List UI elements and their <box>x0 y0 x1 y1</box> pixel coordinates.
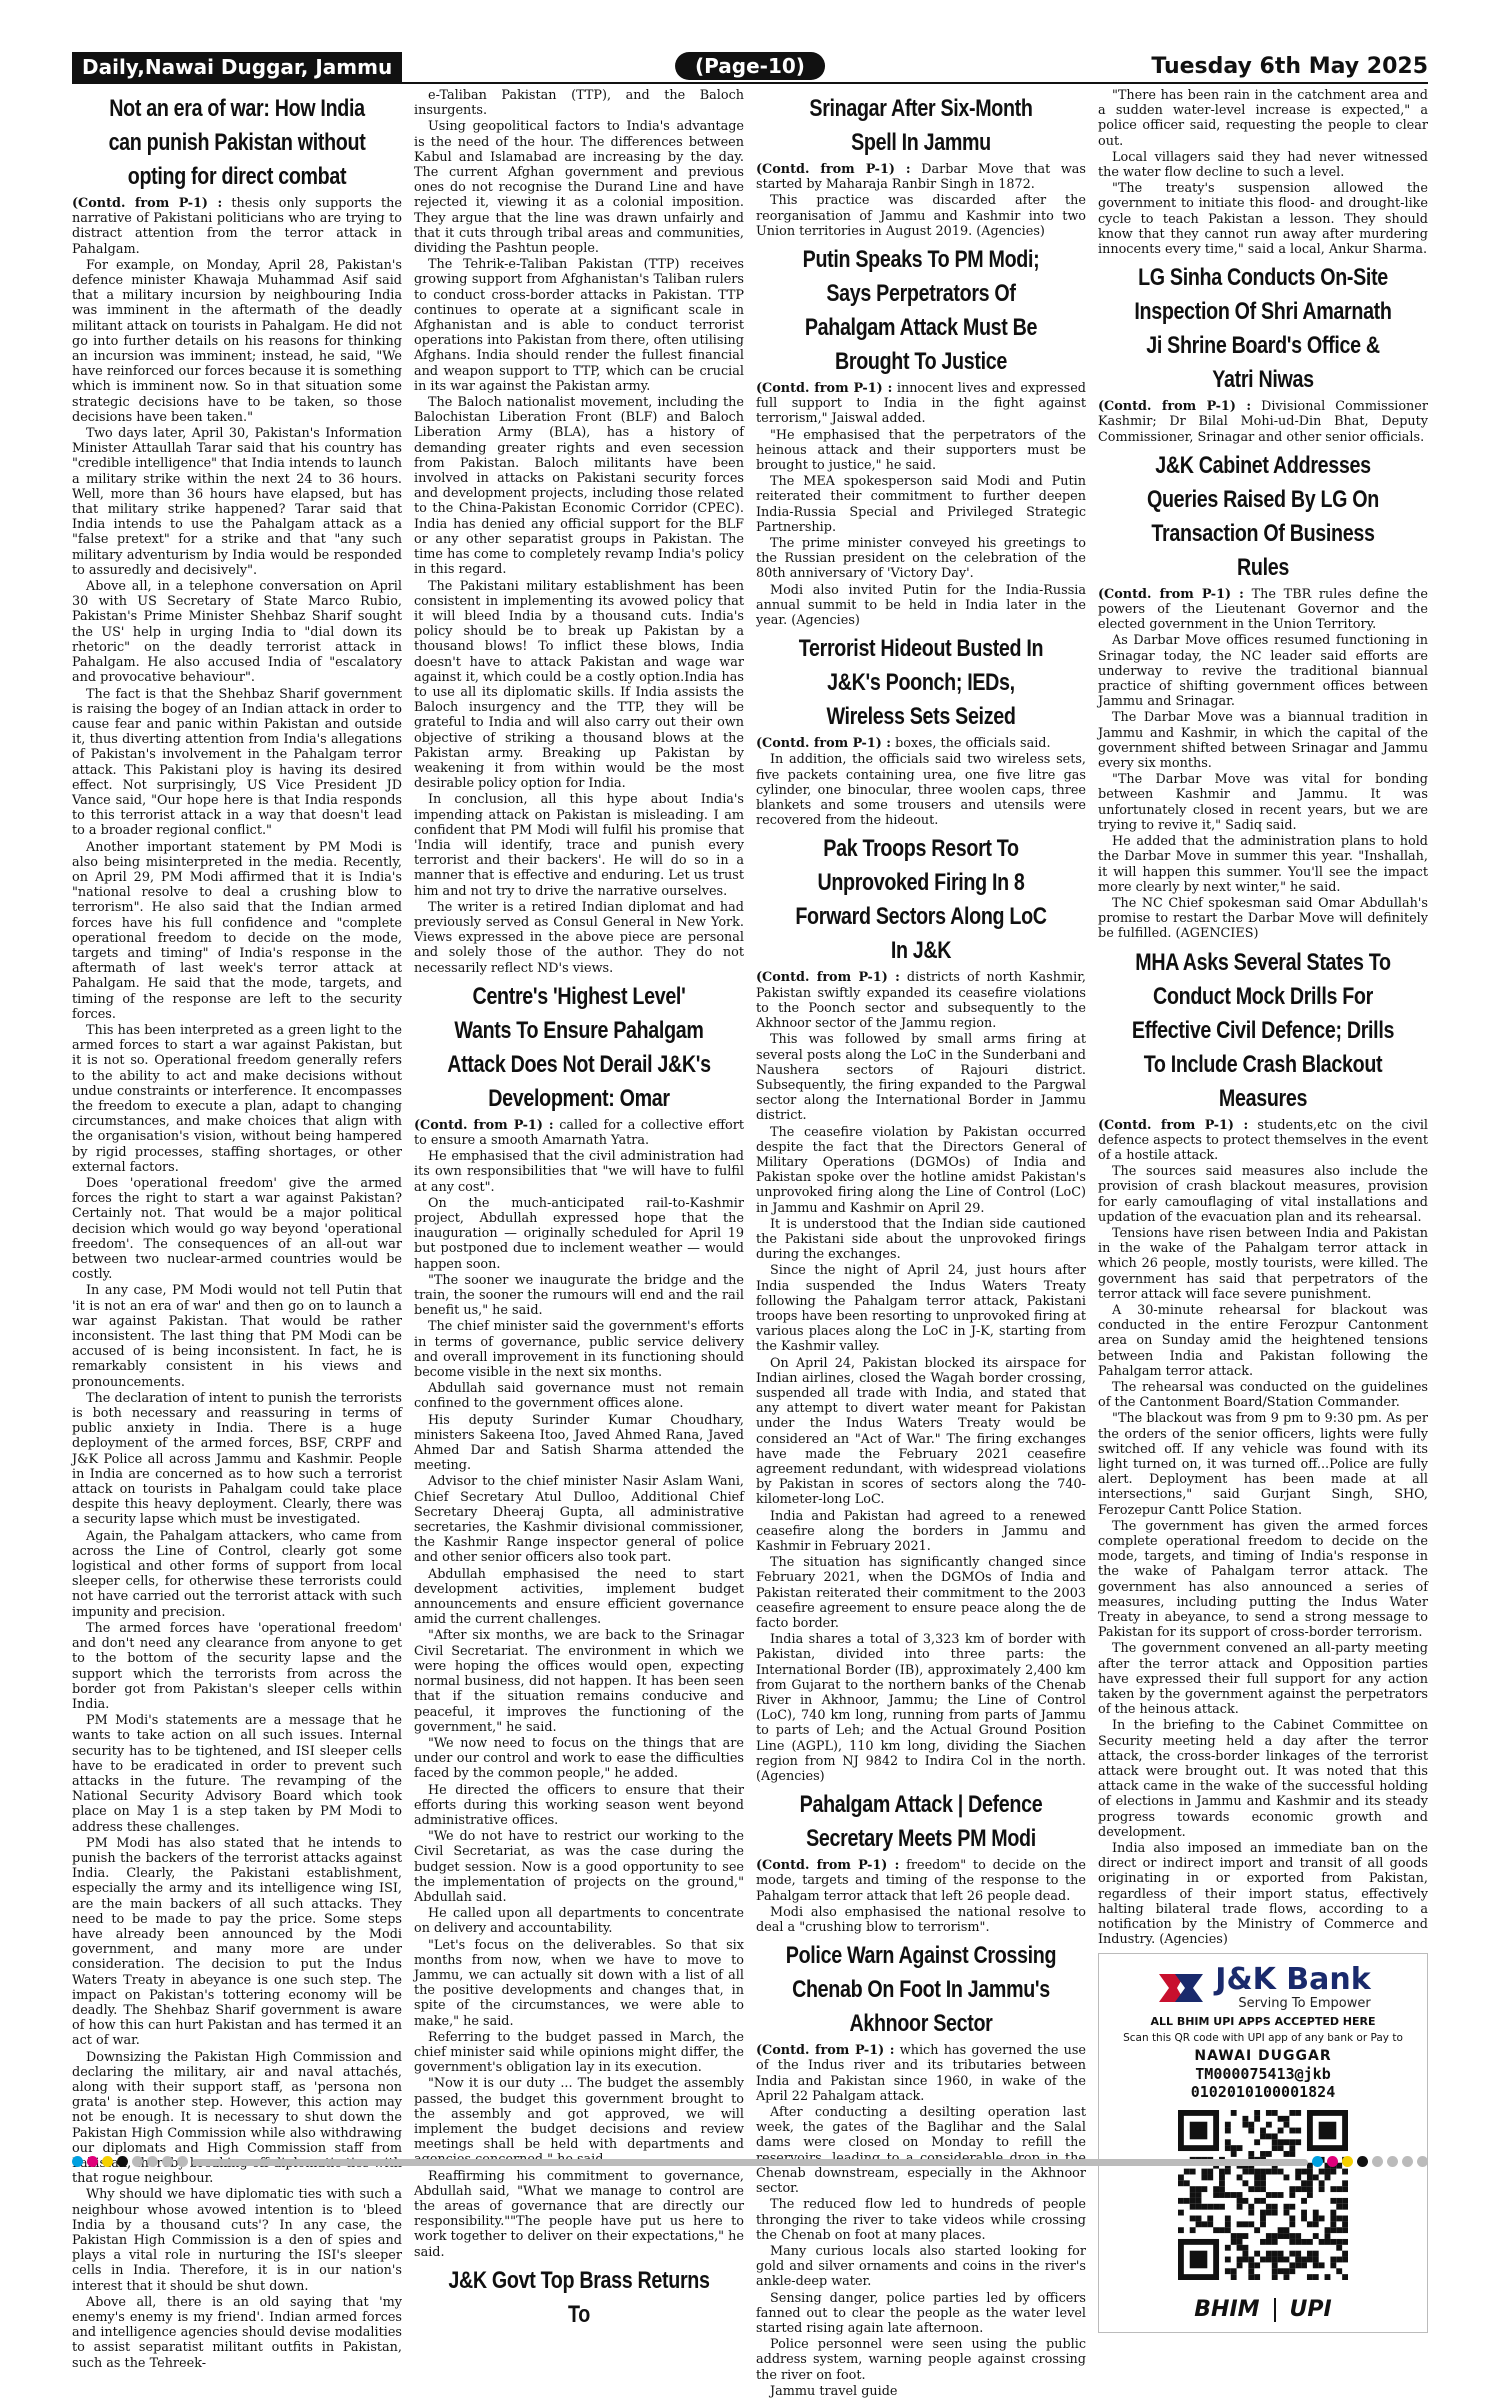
article-omar-development <box>414 1118 744 2260</box>
article-srinagar-spell <box>756 162 1086 239</box>
article-paragraph <box>72 1713 402 1835</box>
article-paragraph <box>414 1319 744 1380</box>
paragraph-text: Tensions have risen between India and Pakistan in the wake of the Pahalgam terror attack in which 26 people, mostly tourists, were killed. The government has said that perpetrators of the terror attack will face severe punishment. <box>1098 1225 1428 1302</box>
paragraph-text: In any case, PM Modi would not tell Putin that 'it is not an era of war' and then go on to launch a war against Pakistan. That would be rather inconsistent. The last thing that PM Modi can be accused of is being inconsistent. In fact, he is remarkably consistent in his views and pronouncements. <box>72 1283 402 1390</box>
column-3 <box>756 88 1087 2399</box>
paragraph-text: boxes, the officials said. <box>895 736 1051 752</box>
paragraph-text: "The sooner we inaugurate the bridge and the train, the sooner the rumours will end and the rail benefit us," he said. <box>414 1272 744 1319</box>
paragraph-text: India shares a total of 3,323 km of border with Pakistan, divided into three parts: the International Border (IB), approximately 2,400 km from Gujarat to the northern banks of the Chenab River in Akhnoor, Jammu; the Line of Control (LoC), 740 km long, running from parts of Jammu to parts of Leh; and the Actual Ground Position Line (AGPL), 110 km long, dividing the Siachen region from NJ 9842 to Indira Col in the north. (Agencies) <box>756 1632 1086 1785</box>
paragraph-text: This was followed by small arms firing at several posts along the LoC in the Sunderbani and Naushera sectors of Rajouri district. Subsequently, the firing expanded to the Pargwal sector along the International Border in Jammu district. <box>756 1032 1086 1124</box>
paragraph-text: The Baloch nationalist movement, including the Balochistan Liberation Front (BLF) and Baloch Liberation Army (BLA), has a history of demanding greater rights and even secession from Pakistan. Baloch militants have been involved in attacks on Pakistani security forces and development projects, including those related to the China-Pakistan Economic Corridor (CPEC). India has denied any official support for the BLF or any other separatist groups in Pakistan. The time has come to completely revamp India's policy in this regard. <box>414 395 744 578</box>
paragraph-text: The MEA spokesperson said Modi and Putin reiterated their commitment to further deepen India-Russia Special and Privileged Strategic Partnership. <box>756 474 1086 535</box>
paragraph-text: thesis only supports the narrative of Pakistani politicians who are trying to distract attention from the terror attack in Pahalgam. <box>72 196 402 257</box>
paragraph-text: Again, the Pahalgam attackers, who came from across the Line of Control, clearly got some logistical and other forms of support from local sleeper cells, for otherwise these terrorists could not have carried out the terrorist attack with such impunity and precision. <box>72 1528 402 1620</box>
registration-dot <box>1327 2156 1338 2167</box>
paragraph-text: This practice was discarded after the reorganisation of Jammu and Kashmir into two Union territories in August 2019. (Agencies) <box>756 193 1086 239</box>
paragraph-text: The sources said measures also include the provision of crash blackout measures, provision for early camouflaging of vital installations and updation of the evacuation plan and its rehearsal. <box>1098 1164 1428 1225</box>
article-paragraph <box>414 900 744 976</box>
paragraph-text: PM Modi has also stated that he intends to punish the backers of the terrorist attacks against India. Clearly, the Pakistani establishment, especially the army and its intelligence wing ISI, are the main backers of all such attacks. They need to be made to pay the price. Some steps have already been announced by the Modi government, and many more are under consideration. The decision to put the Indus Waters Treaty in abeyance is one such step. The impact on Pakistan's tottering economy will be deadly. The Shehbaz Sharif government is aware of how this can hurt Pakistan and has termed it an act of war. <box>72 1835 402 2049</box>
paragraph-text: The government convened an all-party meeting after the terror attack and Opposition parties have expressed their full support for any action taken by the government against the perpetrators of the heinous attack. <box>1098 1641 1428 1718</box>
paragraph-text: In the briefing to the Cabinet Committee on Security meeting held a day after the terror attack, the cross-border linkages of the terrorist attack were brought out. It was noted that this attack came in the wake of the successful holding of elections in Jammu and Kashmir and its steady progress towards economic growth and development. <box>1098 1718 1428 1840</box>
article-paragraph <box>1098 1380 1428 1410</box>
article-paragraph <box>1098 1841 1428 1947</box>
article-paragraph <box>1098 633 1428 709</box>
article-paragraph <box>756 2105 1086 2196</box>
headline-chenab-warning: Police Warn Against Crossing Chenab On Foot In Jammu's Akhnoor Sector <box>785 1942 1057 2038</box>
registration-dot <box>117 2156 128 2167</box>
paragraph-text: Downsizing the Pakistan High Commission and declaring the military, air and naval attachés, along with their support staff, as 'persona non grata' is another step. However, this action may not be enough. It is necessary to shut down the Pakistan High Commission while also withdrawing our diplomats and High Commission staff from thereby that rogue neighbour. <box>72 2049 402 2187</box>
scan-instruction: Scan this QR code with UPI app of any bank or Pay to <box>1123 2031 1403 2044</box>
article-paragraph <box>414 792 744 898</box>
article-paragraph <box>756 1555 1086 1631</box>
article-paragraph <box>756 970 1086 1031</box>
paragraph-text: Divisional Commissioner Kashmir; Dr Bilal Mohi-ud-Din Bhat, Deputy Commissioner, Srinagar and other senior officials. <box>1098 399 1428 445</box>
bank-tagline: Serving To Empower <box>1238 1996 1371 2012</box>
article-paragraph <box>756 1858 1086 1904</box>
article-paragraph <box>756 2244 1086 2290</box>
headline-top-brass-returns: J&K Govt Top Brass Returns To <box>448 2266 710 2328</box>
article-paragraph <box>414 1829 744 1905</box>
registration-dot <box>132 2156 143 2167</box>
paragraph-text: "The Darbar Move was vital for bonding between Kashmir and Jammu. It was unfortunately closed in recent years, but we are trying to revive it," Sadiq said. <box>1098 772 1428 833</box>
article-paragraph <box>414 2030 744 2076</box>
article-paragraph <box>414 2076 744 2167</box>
paragraph-text: Darbar Move that was started by Maharaja Ranbir Singh in 1872. <box>756 162 1086 193</box>
issue-date: Tuesday 6th May 2025 <box>1151 54 1428 79</box>
jk-bank-advertisement <box>1098 1953 1428 2332</box>
article-paragraph <box>414 257 744 394</box>
paragraph-text: Many curious locals also started looking for gold and silver ornaments and coins in the river's ankle-deep water. <box>756 2243 1086 2290</box>
registration-dots-right <box>1312 2156 1428 2167</box>
continued-marker: (Contd. from P-1) : <box>756 381 893 397</box>
paragraph-text: Reaffirming his commitment to governance, Abdullah said, "What we manage to control are the areas of governance that are directly our responsibility.""The people have put us here to work together to deliver on their expectations," he said. <box>414 2168 744 2260</box>
headline-pak-firing: Pak Troops Resort To Unprovoked Firing In 8 Forward Sectors Along LoC In J&K <box>795 835 1047 965</box>
continued-marker: (Contd. from P-1) : <box>756 736 891 752</box>
article-chenab-continued <box>1098 88 1428 257</box>
paragraph-text: The ceasefire violation by Pakistan occurred despite the fact that the Directors General of Military Operations (DGMOs) of India and Pakistan spoke over the hotline amidst Pakistan's unprovoked firing along the Line of Control (LoC) in Jammu and Kashmir on April 29. <box>756 1124 1086 1216</box>
paragraph-text: Abdullah emphasised the need to start development activities, implement budget announcements and ensure efficient governance amid the current challenges. <box>414 1566 744 1628</box>
paragraph-text: Two days later, April 30, Pakistan's Information Minister Attaullah Tarar said that his country has "credible intelligence" that India intends to launch a military strike within the next 24 to 36 hours. Well, more than 36 hours have elapsed, but has that military strike happened? Tarar said that India intends to use the Pahalgam attack as a "false pretext" for a strike and that "any such military adventurism by India would be responded to assuredly and decisively". <box>72 426 402 578</box>
article-paragraph <box>414 1736 744 1782</box>
article-paragraph <box>1098 1411 1428 1517</box>
paragraph-text: He emphasised that the civil administration had its own responsibilities that "we will have to fulfil at any cost". <box>414 1149 744 1195</box>
paragraph-text: districts of north Kashmir, Pakistan swiftly expanded its ceasefire violations to the Poonch sector and subsequently to the Akhnoor sector of the Jammu region. <box>756 970 1086 1032</box>
article-lg-sinha <box>1098 399 1428 445</box>
continued-marker: (Contd. from P-1) : <box>1098 586 1244 602</box>
headline-putin-modi: Putin Speaks To PM Modi; Says Perpetrators Of Pahalgam Attack Must Be Brought To Justice <box>802 246 1040 376</box>
paragraph-text: Police personnel were seen using the public address system, warning people against crossing the river on foot. <box>756 2337 1086 2383</box>
paragraph-text: PM Modi's statements are a message that he wants to take action on all such issues. Internal security has to be tightened, and ISI sleeper cells have to be eradicated in order to prevent such attacks in the future. The revamping of the National Security Advisory Board which took place on May 1 is a step taken by PM Modi to address these challenges. <box>72 1713 402 1835</box>
article-paragraph <box>1098 1226 1428 1302</box>
article-paragraph <box>414 88 744 118</box>
article-pak-firing <box>756 970 1086 1784</box>
article-paragraph <box>1098 150 1428 180</box>
upi-logo: UPI <box>1289 2297 1332 2323</box>
registration-dot <box>1387 2156 1398 2167</box>
article-paragraph <box>72 1836 402 2049</box>
article-poonch-hideout <box>756 736 1086 828</box>
article-defence-secretary <box>756 1858 1086 1935</box>
paragraph-text: Does 'operational freedom' give the armed forces the right to start a war against Pakistan? Certainly not. That would be a major political decision which would go way beyond 'operational freedom'. The consequences of an all-out war between two nuclear-armed countries would be costly. <box>72 1176 402 1283</box>
article-paragraph <box>756 536 1086 582</box>
paragraph-text: After conducting a desilting operation last week, the gates of the Baglihar and the Salal dams were closed on Monday to refill the Chenab downstream, especially in the Akhnoor sector. <box>756 2105 1086 2197</box>
paragraph-text: "We do not have to restrict our working to the Civil Secretariat, as was the case during the budget session. Now is a good opportunity to see the implementation of projects on the ground," Abdullah said. <box>414 1829 744 1905</box>
article-paragraph <box>1098 710 1428 771</box>
paragraph-text: It is understood that the Indian side cautioned the Pakistani side about the unprovoked firings during the exchanges. <box>756 1216 1086 1263</box>
article-paragraph <box>414 2169 744 2260</box>
payee-name: NAWAI DUGGAR <box>1194 2048 1332 2065</box>
article-paragraph <box>1098 587 1428 633</box>
article-paragraph <box>756 1905 1086 1935</box>
paragraph-text: "Now it is our duty ... The budget the assembly passed, the budget this government brought to the assembly and got approved, we will implement the budget decisions and review meetings shall be held with departments and <box>414 2076 744 2153</box>
paragraph-text: Advisor to the chief minister Nasir Aslam Wani, Chief Secretary Atul Dulloo, Additional Chief Secretary Dheeraj Gupta, all administrative secretaries, the Kashmir divisional commissioner, the Kashmir Range inspector general of police and other senior officers also took part. <box>414 1474 744 1566</box>
headline-lg-sinha: LG Sinha Conducts On-Site Inspection Of Shri Amarnath Ji Shrine Board's Office & Yatri Niwas <box>1134 264 1392 394</box>
article-paragraph <box>72 579 402 685</box>
paragraph-text: Modi also emphasised the national resolve to deal a "crushing blow to terrorism". <box>756 1904 1086 1936</box>
article-paragraph <box>1098 834 1428 895</box>
paragraph-text: "The blackout was from 9 pm to 9:30 pm. As per the orders of the senior officers, lights were fully switched off. If any vehicle was found with its light turned on, it was turned off...Police are fully alert. Deployment has been made at all intersections," said Gurjant Singh, SHO, Ferozepur Cantt Police Station. <box>1098 1411 1428 1518</box>
paragraph-text: "After six months, we are back to the Srinagar Civil Secretariat. The environment in which we were hoping the offices would open, expecting normal business, did not happen. It has been seen that if the situation remains conducive and peaceful, it improves the functioning of the government," he said. <box>414 1628 744 1735</box>
article-paragraph <box>756 474 1086 535</box>
article-paragraph <box>756 162 1086 192</box>
bank-logo-icon <box>1155 1968 1207 2008</box>
article-chenab-warning <box>756 2043 1086 2399</box>
paragraph-text: Modi also invited Putin for the India-Russia annual summit to be held in India later in the year. (Agencies) <box>756 582 1086 629</box>
article-paragraph <box>1098 1303 1428 1379</box>
paragraph-text: Why should we have diplomatic ties with such a neighbour whose avowed intention is to 'bleed India by a thousand cuts'? In any case, the Pakistan High Commission is a den of spies and plays a vital role in nurturing the ISI's sleeper cells in India. Therefore, it is in our nation's interest that it should be shut down. <box>72 2187 402 2294</box>
headline-cabinet-tbr: J&K Cabinet Addresses Queries Raised By LG On Transaction Of Business Rules <box>1147 451 1379 581</box>
article-paragraph <box>414 1118 744 1148</box>
article-paragraph <box>756 1032 1086 1123</box>
article-paragraph <box>1098 1164 1428 1225</box>
paragraph-text: "We now need to focus on the things that are under our control and work to ease the difficulties faced by the common people," he added. <box>414 1735 744 1782</box>
paragraph-text: The declaration of intent to punish the terrorists is both necessary and reassuring in terms of public anxiety in India. There is a huge deployment of the armed forces, BSF, CRPF and J&K Police all across Jammu and Kashmir. People in India are concerned as to how such a terrorist attack on tourists in Pahalgam could take place despite this heavy deployment. Clearly, there was a security lapse which must be investigated. <box>72 1390 402 1528</box>
print-registration-bar <box>72 2156 1428 2170</box>
paragraph-text: freedom" to decide on the mode, targets and timing of the response to the Pahalgam terror attack that left 26 people dead. <box>756 1858 1086 1904</box>
paragraph-text: "He emphasised that the perpetrators of the heinous attack and their supporters must be brought to justice," he said. <box>756 427 1086 474</box>
article-paragraph <box>1098 88 1428 149</box>
article-paragraph <box>756 2337 1086 2383</box>
paragraph-text: Jammu travel guide <box>770 2383 898 2399</box>
headline-poonch-hideout: Terrorist Hideout Busted In J&K's Poonch; IEDs, Wireless Sets Seized <box>798 635 1044 731</box>
registration-dot <box>1357 2156 1368 2167</box>
paragraph-text: He called upon all departments to concentrate on delivery and accountability. <box>414 1906 744 1937</box>
paragraph-text: The Pakistani military establishment has been consistent in implementing its avowed policy that it will bleed India by a thousand cuts. India's policy should be to break up Pakistan by a thousand blows! To inflict these blows, India doesn't have to attack Pakistan and wage war against it, which could be a costly option.India has to use all its diplomatic skills. If India assists the Baloch insurgency and the TTP, they will be grateful to India and will also carry out their own objective of striking a thousand blows at the Pakistan army. Breaking up Pakistan by weakening it from within would be the most desirable policy option for India. <box>414 578 744 792</box>
paragraph-text: Abdullah said governance must not remain confined to the government offices alone. <box>414 1381 744 1412</box>
article-paragraph <box>414 1413 744 1474</box>
registration-dots-left <box>72 2156 188 2167</box>
paragraph-text: As Darbar Move offices resumed functioning in Srinagar today, the NC leader said efforts are underway to revive the traditional biannual practice of shifting government offices between Jammu and Srinagar. <box>1098 633 1428 710</box>
registration-dot <box>1342 2156 1353 2167</box>
article-paragraph <box>72 687 402 839</box>
article-paragraph <box>756 2197 1086 2243</box>
paragraph-text: The situation has significantly changed since February 2021, when the DGMOs of India and Pakistan reiterated their commitment to the 2003 ceasefire agreement to ensure peace along the de facto border. <box>756 1555 1086 1632</box>
article-paragraph <box>72 258 402 425</box>
article-paragraph <box>756 752 1086 828</box>
article-paragraph <box>756 193 1086 239</box>
headline-era-of-war: Not an era of war: How India can punish Pakistan without opting for direct combat <box>108 95 366 190</box>
article-paragraph <box>72 1391 402 1528</box>
article-paragraph <box>72 1176 402 1282</box>
registration-dot <box>102 2156 113 2167</box>
article-paragraph <box>72 196 402 257</box>
continued-marker: (Contd. from P-1) : <box>756 2043 895 2059</box>
article-paragraph <box>414 1273 744 1319</box>
article-paragraph <box>756 1632 1086 1784</box>
column-4 <box>1098 88 1429 2323</box>
article-paragraph <box>756 1125 1086 1216</box>
registration-dot <box>1402 2156 1413 2167</box>
continued-marker: (Contd. from P-1) : <box>756 1858 900 1874</box>
headline-srinagar-spell: Srinagar After Six-Month Spell In Jammu <box>809 95 1033 156</box>
paragraph-text: Another important statement by PM Modi is also being misinterpreted in the media. Recently, on April 29, PM Modi affirmed that it is India's "national resolve to deal a crushing blow to terrorism". He also said that the Indian armed forces have his full confidence and "complete operational freedom to decide on the mode, targets and timing" of India's response in the aftermath of last week's terror attack at Pahalgam. He said that the mode, targets, and timing of the response are left to the security forces. <box>72 839 402 1022</box>
registration-dot <box>1372 2156 1383 2167</box>
article-paragraph <box>1098 1641 1428 1717</box>
article-paragraph <box>414 1783 744 1829</box>
continued-marker: (Contd. from P-1) : <box>1098 1117 1249 1133</box>
registration-dot <box>87 2156 98 2167</box>
paragraph-text: Referring to the budget passed in March, the chief minister said while opinions might differ, the government's obligation lay in its execution. <box>414 2029 744 2076</box>
paragraph-text: India and Pakistan had agreed to a renewed ceasefire along the borders in Jammu and Kashmir in February 2021. <box>756 1508 1086 1554</box>
paragraph-text: The fact is that the Shehbaz Sharif government is raising the bogey of an Indian attack in order to cause fear and panic within Pakistan and outside it, thus diverting attention from India's allegations of Pakistan's involvement in the Pahalgam terror attack. This Pakistani ploy is having its desired effect. Not surprisingly, US Vice President JD Vance said, "Our hope here is that India responds to this terrorist attack in a way that doesn't lead to a broader regional conflict." <box>72 686 402 839</box>
article-paragraph <box>1098 1718 1428 1840</box>
continued-marker: (Contd. from P-1) : <box>414 1117 554 1133</box>
paragraph-text: The government has given the armed forces complete operational freedom to decide on the mode, targets, and timing of India's response in the wake of Pahalgam terror attack. The government has also announced a series of measures, including putting the Indus Water Treaty in abeyance, to send a strong message to Pakistan for its support of cross-border terrorism. <box>1098 1518 1428 1641</box>
paragraph-text: e-Taliban Pakistan (TTP), and the Baloch insurgents. <box>414 88 744 119</box>
paragraph-text: He added that the administration plans to hold the Darbar Move in summer this year. "Inshallah, it will happen this summer. You'll see the impact more clearly by next winter," he said. <box>1098 834 1428 895</box>
article-paragraph <box>1098 772 1428 833</box>
headline-mock-drills: MHA Asks Several States To Conduct Mock Drills For Effective Civil Defence; Drills To Include Crash Blackout Measures <box>1131 948 1395 1112</box>
continued-marker: (Contd. from P-1) : <box>756 162 911 177</box>
article-era-of-war <box>72 196 402 2371</box>
paragraph-text: students,etc on the civil defence aspects to protect themselves in the event of a hostile attack. <box>1098 1117 1429 1163</box>
paragraph-text: Using geopolitical factors to India's advantage is the need of the hour. The differences between Kabul and Islamabad are increasing by the day. The current Afghan government and previous ones do not recognise the Durand Line and have rejected it, viewing it as a colonial imposition. They argue that the line was drawn unfairly and that it cuts through tribal areas and communities, dividing the Pashtun people. <box>414 119 744 257</box>
paragraph-text: The writer is a retired Indian diplomat and had previously served as Consul General in New York. Views expressed in the above piece are personal and solely those of the author. They do not necessarily reflect ND's views. <box>414 899 744 976</box>
registration-bar <box>192 2159 1308 2166</box>
paragraph-text: This has been interpreted as a green light to the armed forces to start a war against Pakistan, but it is not so. Operational freedom generally refers to the ability to act and make decisions without undue constraints or interference. It encompasses the freedom to execute a plan, adapt to changing circumstances, and make choices that align with the organisation's vision, without being hampered by rigid processes, staffing shortages, or other external factors. <box>72 1022 402 1175</box>
article-paragraph <box>756 1217 1086 1263</box>
article-paragraph <box>414 1474 744 1565</box>
paragraph-text: Sensing danger, police parties led by officers fanned out to clear the people as the water level started rising again late afternoon. <box>756 2290 1086 2336</box>
paragraph-text: The prime minister conveyed his greetings to the Russian president on the celebration of the 80th anniversary of 'Victory Day'. <box>756 536 1086 582</box>
payment-logos <box>1107 2298 1419 2322</box>
continued-marker: (Contd. from P-1) : <box>756 970 900 986</box>
article-paragraph <box>1098 181 1428 257</box>
article-paragraph <box>756 583 1086 629</box>
paragraph-text: which has governed the use of the Indus river and its tributaries between India and Pakistan since 1960, in wake of the April 22 Pahalgam attack. <box>756 2043 1087 2104</box>
qr-code-icon[interactable] <box>1178 2110 1348 2280</box>
article-paragraph <box>1098 1118 1428 1164</box>
article-paragraph <box>756 1509 1086 1555</box>
paragraph-text: The chief minister said the government's efforts in terms of governance, public service delivery and overall improvement in its functioning should become visible in the next six months. <box>414 1319 744 1381</box>
masthead-rule <box>72 82 1428 84</box>
paragraph-text: Above all, in a telephone conversation on April 30 with US Secretary of State Marco Rubio, Pakistan's Prime Minister Shehbaz Sharif sought the US' help in urging India to "dial down its rhetoric" on the deadly terrorist attack in Pahalgam. He also accused India of "escalatory and provocative behaviour". <box>72 579 402 686</box>
paragraph-text: On April 24, Pakistan blocked its airspace for Indian airlines, closed the Wagah border crossing, suspended all trade with India, and stated that any attempt to divert water meant for Pakistan under the Indus Waters Treaty would be considered an "Act of War." The firing exchanges have made the February 2021 ceasefire agreement redundant, with widespread violations by Pakistan in scores of sectors along the 740-kilometer-long LoC. <box>756 1355 1086 1508</box>
paragraph-text: For example, on Monday, April 28, Pakistan's defence minister Khawaja Muhammad Asif said that a military incursion by neighbouring India was imminent in the aftermath of the deadly militant attack on tourists in Pahalgam. He did not go into further details on his reasons for thinking an incursion was imminent; instead, he said, "We have reinforced our forces because it is something which is imminent now. So in that situation some strategic decisions have to be taken, so those decisions have been taken." <box>72 257 402 425</box>
paragraph-text: Above all, there is an old saying that 'my enemy's enemy is my friend'. Indian armed forces and intelligence agencies should devise modalities to assist separatist militant outfits in Pakistan, such as the Tehreek- <box>72 2294 402 2371</box>
headline-defence-secretary: Pahalgam Attack | Defence Secretary Meets PM Modi <box>799 1791 1043 1853</box>
paragraph-text: "Let's focus on the deliverables. So that six months from now, when we have to move to Jammu, we can actually sit down with a list of all the positive developments and changes that, in spite of the circumstances, we were able to make," he said. <box>414 1937 744 2029</box>
paragraph-text: In addition, the officials said two wireless sets, five packets containing urea, one five litre gas cylinder, one binocular, three woolen caps, three blankets and some trousers and utensils were recovered from the hideout. <box>756 752 1086 829</box>
article-paragraph <box>414 1938 744 2029</box>
paragraph-text: innocent lives and expressed full support to India in the fight against terrorism," Jaiswal added. <box>756 381 1086 427</box>
registration-dot <box>177 2156 188 2167</box>
article-cabinet-tbr <box>1098 587 1428 942</box>
paragraph-text: His deputy Surinder Kumar Choudhary, ministers Sakeena Itoo, Javed Ahmed Rana, Javed Ahmed Dar and Satish Sharma attended the meeting. <box>414 1412 744 1474</box>
paragraph-text: The rehearsal was conducted on the guidelines of the Cantonment Board/Station Commander. <box>1098 1379 1428 1411</box>
account-number: 0102010100001824 <box>1190 2082 1336 2101</box>
paragraph-text: India also imposed an immediate ban on the direct or indirect import and transit of all goods originating in or exported from Pakistan, regardless of their import status, effectively halting bilateral trade flows, according to a notification by the Ministry of Commerce and Industry. (Agencies) <box>1098 1841 1428 1948</box>
paragraph-text: The Darbar Move was a biannual tradition in Jammu and Kashmir, in which the capital of the government shifted between Srinagar and Jammu every six months. <box>1098 710 1428 772</box>
upi-id: TM000075413@jkb <box>1195 2065 1331 2084</box>
paragraph-text: The NC Chief spokesman said Omar Abdullah's promise to restart the Darbar Move will definitely be fulfilled. (AGENCIES) <box>1098 895 1428 942</box>
article-columns <box>72 88 1429 2399</box>
article-paragraph <box>1098 1519 1428 1641</box>
article-paragraph <box>414 1628 744 1734</box>
article-era-of-war-continued <box>414 88 744 976</box>
paragraph-text: The TBR rules define the powers of the Lieutenant Governor and the elected government in the Union Territory. <box>1098 586 1428 633</box>
bank-name: J&K Bank <box>1215 1962 1371 1998</box>
registration-dot <box>1312 2156 1323 2167</box>
masthead <box>72 52 1428 82</box>
article-paragraph <box>72 2187 402 2293</box>
article-paragraph <box>72 1283 402 1389</box>
article-paragraph <box>72 840 402 1022</box>
registration-dot <box>147 2156 158 2167</box>
paragraph-text: The Tehrik-e-Taliban Pakistan (TTP) receives growing support from Afghanistan's Taliban rulers to conduct cross-border attacks in Pakistan. TTP continues to operate at a significant scale in Afghanistan and is able to conduct terrorist operations into Pakistan from there, often utilising Afghans. India should render the fullest financial and weapon support to TTP, which can be crucial in its war against the Pakistan army. <box>414 257 744 394</box>
article-mock-drills <box>1098 1118 1428 1948</box>
paragraph-text: The reduced flow led to hundreds of people thronging the river to take videos while crossing the Chenab on foot at many places. <box>756 2197 1086 2243</box>
registration-dot <box>72 2156 83 2167</box>
article-paragraph <box>414 119 744 256</box>
article-paragraph <box>1098 896 1428 942</box>
paragraph-text: A 30-minute rehearsal for blackout was conducted in the entire Ferozpur Cantonment area on Sunday amid the heightened tensions between India and Pakistan following the Pahalgam terror attack. <box>1098 1302 1428 1379</box>
paragraph-text: He directed the officers to ensure that their efforts during this working season went beyond administrative offices. <box>414 1782 744 1828</box>
article-paragraph <box>414 1906 744 1936</box>
paragraph-text: "There has been rain in the catchment area and a sudden water-level increase is expected," a police officer said, requesting the people to clear out. <box>1098 88 1428 149</box>
article-paragraph <box>414 395 744 577</box>
article-paragraph <box>756 2043 1086 2104</box>
paragraph-text: The armed forces have 'operational freedom' and don't need any clearance from anyone to get to the bottom of the security lapse and the support which the terrorists from across the border got from Pakistan's sleeper cells within India. <box>72 1620 402 1712</box>
article-paragraph <box>756 1356 1086 1508</box>
article-paragraph <box>72 1621 402 1712</box>
paragraph-text: Local villagers said they had never witnessed the water flow decline to such a level. <box>1098 149 1428 181</box>
newspaper-name: Daily,Nawai Duggar, Jammu <box>72 52 402 82</box>
paragraph-text: called for a collective effort to ensure a smooth Amarnath Yatra. <box>414 1117 744 1148</box>
continued-marker: (Contd. from P-1) : <box>1098 399 1252 415</box>
article-paragraph <box>756 2384 1086 2399</box>
article-paragraph <box>414 1567 744 1628</box>
column-1 <box>72 88 402 2371</box>
column-2 <box>414 88 744 2328</box>
article-paragraph <box>72 1529 402 1620</box>
registration-dot <box>1417 2156 1428 2167</box>
headline-omar-development: Centre's 'Highest Level' Wants To Ensure Pahalgam Attack Does Not Derail J&K's Development: Omar <box>447 982 711 1112</box>
bhim-logo: BHIM <box>1194 2297 1260 2323</box>
upi-accepted-line: ALL BHIM UPI APPS ACCEPTED HERE <box>1150 2014 1376 2028</box>
article-paragraph <box>414 1196 744 1272</box>
paragraph-text: Since the night of April 24, just hours after India suspended the Indus Waters Treaty following the Pahalgam terror attack, Pakistani troops have been resorting to unprovoked firing at various places along the LoC in J-K, starting from the Kashmir valley. <box>756 1263 1086 1355</box>
article-paragraph <box>414 1149 744 1195</box>
article-putin-modi <box>756 381 1086 628</box>
article-paragraph <box>756 1263 1086 1354</box>
article-paragraph <box>756 428 1086 474</box>
registration-dot <box>162 2156 173 2167</box>
article-paragraph <box>72 426 402 578</box>
continued-marker: (Contd. from P-1) : <box>72 196 223 211</box>
article-paragraph <box>756 381 1086 427</box>
article-paragraph <box>414 1381 744 1411</box>
paragraph-text: On the much-anticipated rail-to-Kashmir project, Abdullah expressed hope that the inauguration — originally scheduled for April 19 but postponed due to inclement weather — would happen soon. <box>414 1195 744 1272</box>
page-number: (Page-10) <box>675 52 825 80</box>
paragraph-text: "The treaty's suspension allowed the government to initiate this flood- and drought-like cycle to teach Pakistan a lesson. They should know that they cannot run away after murdering innocents every time," said a local, Ankur Sharma. <box>1098 181 1428 258</box>
jk-bank-logo <box>1107 1964 1419 2011</box>
article-paragraph <box>756 2291 1086 2337</box>
article-paragraph <box>72 1023 402 1175</box>
article-paragraph <box>1098 399 1428 445</box>
article-paragraph <box>756 736 1086 751</box>
logo-divider <box>1274 2298 1276 2322</box>
article-paragraph <box>414 579 744 792</box>
article-paragraph <box>72 2295 402 2371</box>
paragraph-text: In conclusion, all this hype about India's impending attack on Pakistan is misleading. I am confident that PM Modi will fulfil his promise that 'India will identify, trace and punish every terrorist and their backers'. He will do so in a manner that is effective and enduring. Let us trust him and not try to drive the narrative ourselves. <box>414 792 744 899</box>
